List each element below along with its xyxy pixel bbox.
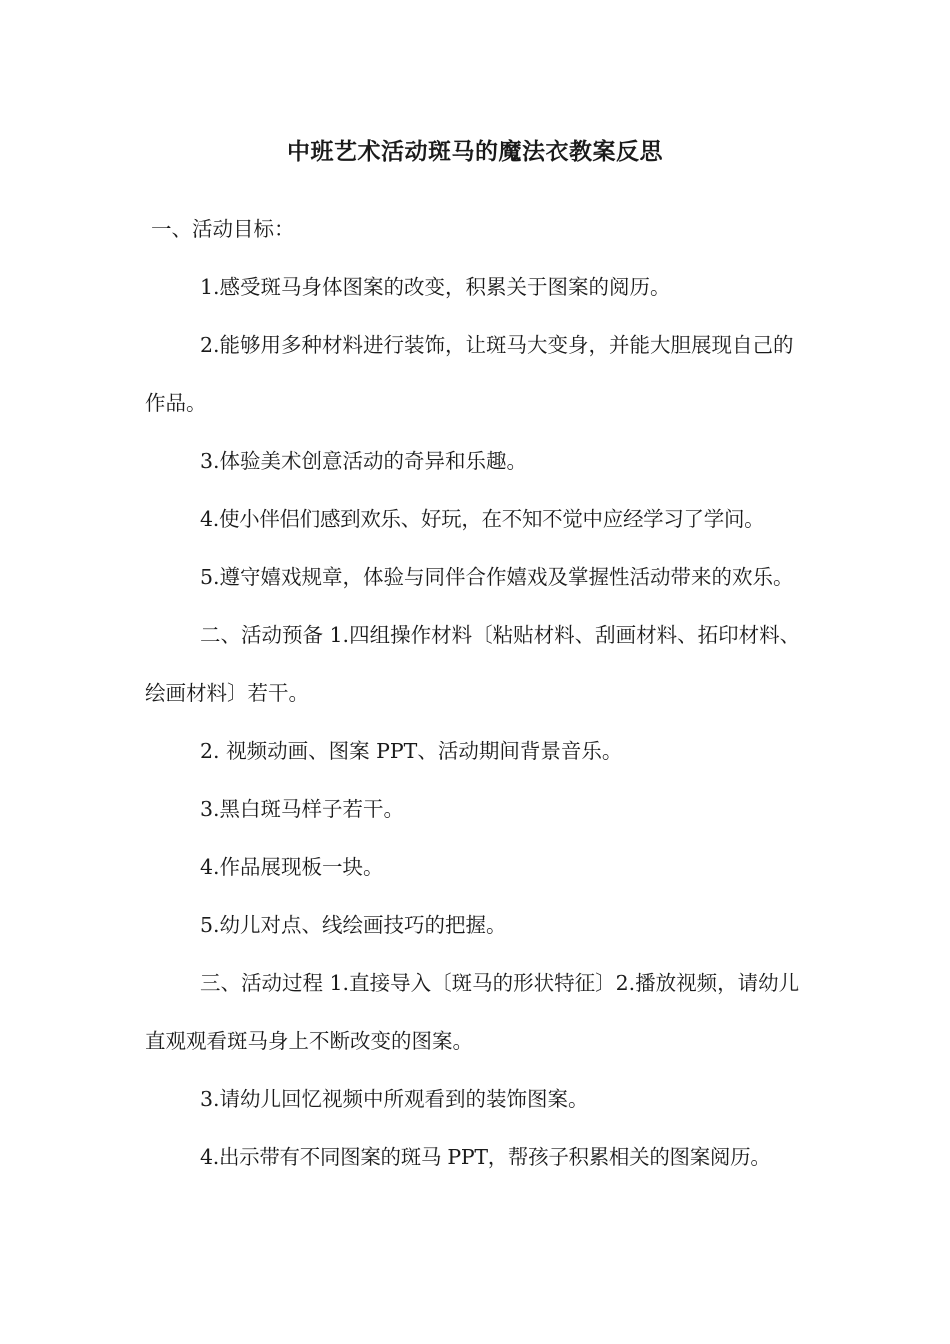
goal-item-5: 5.遵守嬉戏规章，体验与同伴合作嬉戏及掌握性活动带来的欢乐。 [200,565,794,589]
section-preparation: 二、活动预备 1.四组操作材料〔粘贴材料、刮画材料、拓印材料、绘画材料〕若干。 [145,623,801,705]
document-body [145,200,813,1186]
goal-item-4: 4.使小伴侣们感到欢乐、好玩，在不知不觉中应经学习了学问。 [200,507,765,531]
preparation-item-3: 3.黑白斑马样子若干。 [200,797,405,821]
preparation-item-5: 5.幼儿对点、线绘画技巧的把握。 [200,913,507,937]
section-process: 三、活动过程 1.直接导入〔斑马的形状特征〕2.播放视频，请幼儿直观观看斑马身上不断改变的图案。 [145,971,800,1053]
section-heading-goals: 一、活动目标： [151,217,295,241]
document-title: 中班艺术活动斑马的魔法衣教案反思 [287,138,663,165]
preparation-item-4: 4.作品展现板一块。 [200,855,384,879]
preparation-item-2: 2. 视频动画、图案 PPT、活动期间背景音乐。 [200,739,623,763]
goal-item-1: 1.感受斑马身体图案的改变，积累关于图案的阅历。 [200,275,671,299]
process-item-4: 4.出示带有不同图案的斑马 PPT，帮孩子积累相关的图案阅历。 [200,1145,771,1169]
process-item-3: 3.请幼儿回忆视频中所观看到的装饰图案。 [200,1087,589,1111]
goal-item-3: 3.体验美术创意活动的奇异和乐趣。 [200,449,528,473]
goal-item-2: 2.能够用多种材料进行装饰，让斑马大变身，并能大胆展现自己的作品。 [145,333,794,415]
